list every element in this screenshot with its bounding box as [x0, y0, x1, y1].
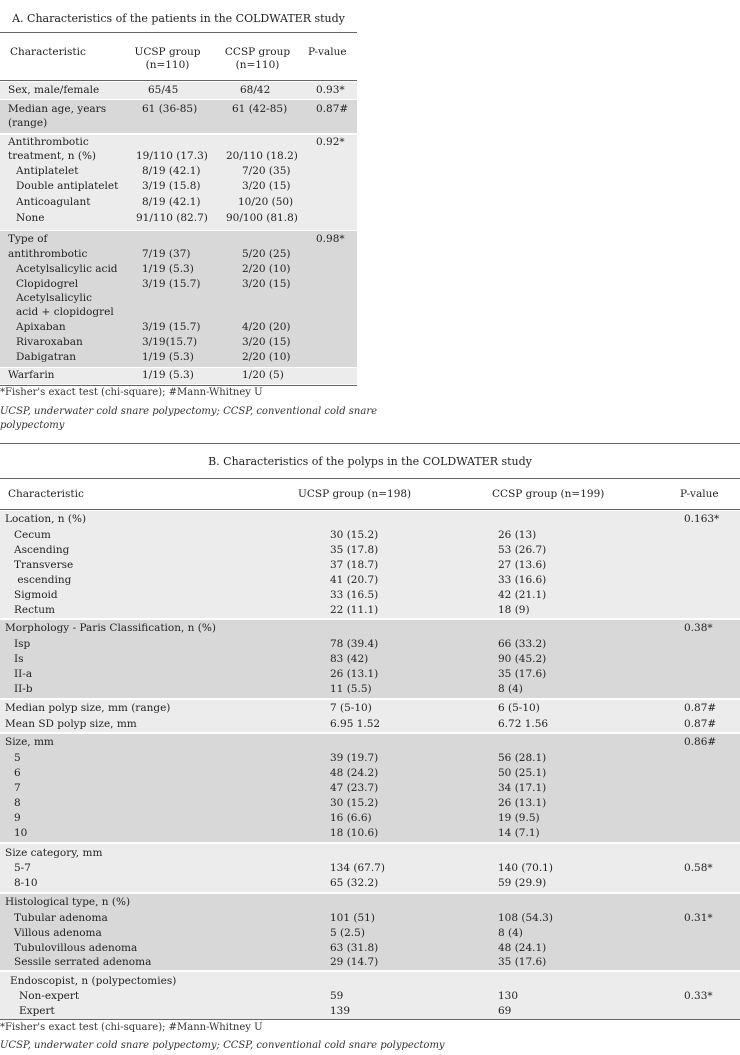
row-warfarin: Warfarin 1/19 (5.3) 1/20 (5): [0, 368, 357, 384]
header-pvalue: P-value: [308, 46, 347, 58]
table-a: [0, 0, 357, 385]
table-a-abbrev-2: polypectomy: [0, 420, 65, 431]
table-b-title: B. Characteristics of the polyps in the COLDWATER study: [208, 455, 532, 468]
row-histological: Histological type, n (%) Tubular adenoma 101 (51) 108 (54.3) 0.31* Villous adenoma 5 (2.5) 8 (4) Tubulovillous adenoma 63 (31.8) 48 (24.1) Sessile serrated adenoma 29 (14.7) 35 (17.6): [0, 894, 740, 970]
row-size: Size, mm 0.86# 5 39 (19.7) 56 (28.1) 6 48 (24.2) 50 (25.1) 7 47 (23.7) 34 (17.1) 8 30 (15.2) 26 (13.1) 9 16 (6.6) 19 (9.5) 10 18 (10.6) 14 (7.1): [0, 734, 740, 842]
row-endoscopist: Endoscopist, n (polypectomies) Non-expert 59 130 0.33* Expert 139 69: [0, 972, 740, 1019]
row-age: Median age, years (range) 61 (36-85) 61 (42-85) 0.87#: [0, 100, 357, 133]
row-location: Location, n (%) 0.163* Cecum 30 (15.2) 26 (13) Ascending 35 (17.8) 53 (26.7) Transverse 37 (18.7) 27 (13.6) escending 41 (20.7) 33 (16.6) Sigmoid 33 (16.5) 42 (21.1) Rectum 22 (11.1) 18 (9): [0, 511, 740, 618]
header-characteristic: Characteristic: [8, 488, 84, 500]
table-a-title: A. Characteristics of the patients in the COLDWATER study: [12, 12, 345, 25]
row-antithrombotic: Antithrombotic treatment, n (%) 19/110 (17.3) 20/110 (18.2) 0.92* Antiplatelet 8/19 (42.1) 7/20 (35) Double antiplatelet 3/19 (15.8) 3/20 (15) Anticoagulant 8/19 (42.1) 10/20 (50) None 91/110 (82.7) 90/100 (81.8): [0, 135, 357, 230]
header-characteristic: Characteristic: [10, 46, 86, 58]
header-ucsp: UCSP group (n=198): [298, 488, 412, 500]
table-a-abbrev-1: UCSP, underwater cold snare polypectomy; CCSP, conventional cold snare: [0, 406, 378, 417]
row-mean-size: Mean SD polyp size, mm: [5, 718, 137, 730]
header-ccsp: CCSP group (n=110): [224, 46, 291, 71]
header-pvalue: P-value: [680, 488, 719, 500]
header-ucsp: UCSP group (n=110): [134, 46, 201, 71]
table-a-footnote: *Fisher's exact test (chi-square); #Mann-Whitney U: [0, 387, 263, 398]
row-sex: Sex, male/female 65/45 68/42 0.93*: [0, 82, 357, 99]
table-b: [0, 443, 740, 1019]
row-median-size: Median polyp size, mm (range) 7 (5-10) 6 (5-10) 0.87# Mean SD polyp size, mm 6.95 1.52 6.72 1.56 0.87#: [0, 700, 740, 732]
row-morphology: Morphology - Paris Classification, n (%) 0.38* Isp 78 (39.4) 66 (33.2) Is 83 (42) 90 (45.2) II-a 26 (13.1) 35 (17.6) II-b 11 (5.5) 8 (4): [0, 620, 740, 698]
row-type-antithrombotic: Type of antithrombotic 7/19 (37) 5/20 (25) 0.98* Acetylsalicylic acid 1/19 (5.3) 2/20 (10) Clopidogrel 3/19 (15.7) 3/20 (15) Acetylsalicylic acid + clopidogrel Apixaban 3/19 (15.7) 4/20 (20) Rivaroxaban 3/19(15.7) 3/20 (15) Dabigatran 1/19 (5.3) 2/20 (10): [0, 231, 357, 367]
table-b-footnote: *Fisher's exact test (chi-square); #Mann-Whitney U: [0, 1022, 263, 1033]
row-size-category: Size category, mm 5-7 134 (67.7) 140 (70.1) 0.58* 8-10 65 (32.2) 59 (29.9): [0, 844, 740, 892]
header-ccsp: CCSP group (n=199): [492, 488, 605, 500]
table-b-abbrev: UCSP, underwater cold snare polypectomy; CCSP, conventional cold snare polypectomy: [0, 1040, 445, 1051]
